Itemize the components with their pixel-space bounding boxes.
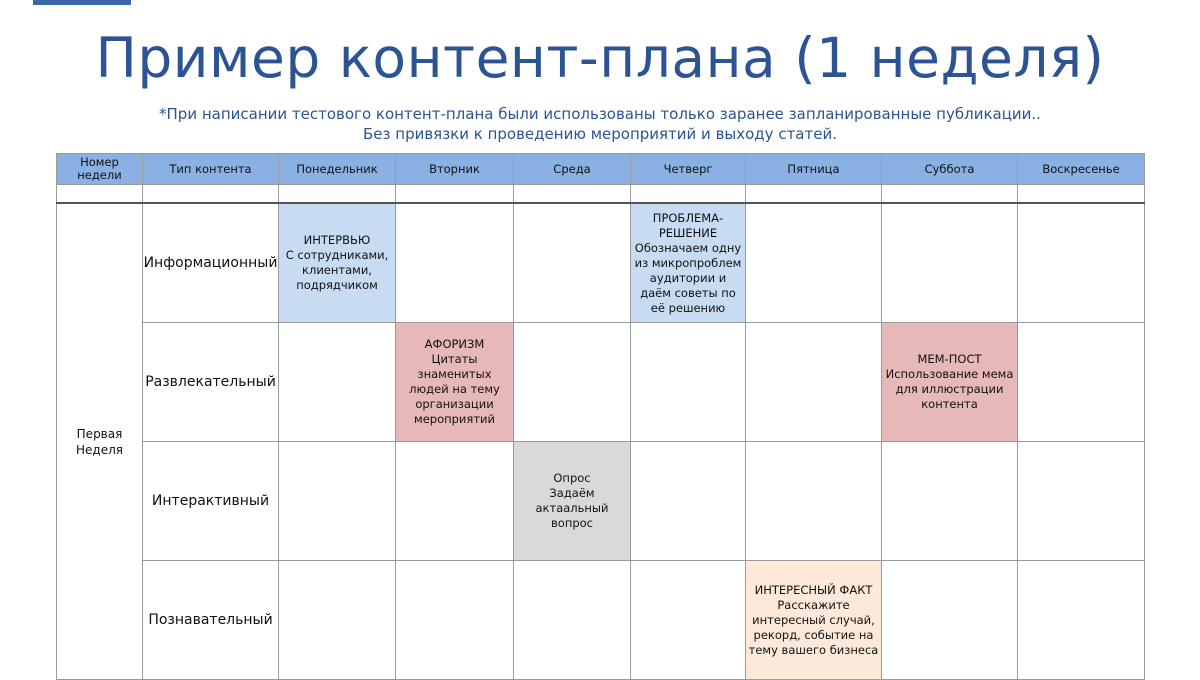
week-cell xyxy=(57,203,143,680)
content-type-entertainment: Развлекательный xyxy=(143,323,279,442)
cell-empty xyxy=(1018,442,1145,561)
cell-text: Использование мема xyxy=(885,367,1014,381)
cell-empty xyxy=(279,323,396,442)
header-type: Тип контента xyxy=(143,154,279,185)
cell-empty xyxy=(1018,323,1145,442)
cell-title: ПРОБЛЕМА- xyxy=(652,210,724,225)
cell-text: для иллюстрации xyxy=(895,382,1004,396)
table-row xyxy=(57,203,1145,323)
cell-text: мероприятий xyxy=(414,412,495,426)
cell-wednesday-poll xyxy=(514,442,631,561)
cell-text: контента xyxy=(921,397,978,411)
cell-text: тему вашего бизнеса xyxy=(748,642,879,657)
subtitle-line-2: Без привязки к проведению мероприятий и выходу статей. xyxy=(363,125,837,143)
cell-empty xyxy=(1018,561,1145,680)
header-friday: Пятница xyxy=(746,154,882,185)
page-subtitle xyxy=(0,104,1200,144)
page-title: Пример контент-плана (1 неделя) xyxy=(95,26,1105,90)
content-type-interactive: Интерактивный xyxy=(143,442,279,561)
cell-tuesday-aphorism xyxy=(396,323,514,442)
header-saturday: Суббота xyxy=(882,154,1018,185)
cell-empty xyxy=(279,442,396,561)
content-type-informational: Информационный xyxy=(143,203,279,323)
cell-empty xyxy=(396,442,514,561)
cell-text: интересный случай, xyxy=(752,612,875,627)
cell-empty xyxy=(882,203,1018,323)
cell-text: её решению xyxy=(650,300,726,315)
cell-text: вопрос xyxy=(551,516,593,530)
cell-title: РЕШЕНИЕ xyxy=(658,225,718,240)
cell-text: клиентами, xyxy=(302,263,372,277)
cell-empty xyxy=(631,323,746,442)
table-row xyxy=(57,561,1145,680)
cell-text: из микропроблем xyxy=(634,255,742,270)
cell-thursday-problem-solution xyxy=(631,203,746,323)
cell-monday-interview xyxy=(279,203,396,323)
cell-text: людей на тему xyxy=(409,382,500,396)
spacer-row xyxy=(57,185,1145,204)
cell-empty xyxy=(631,442,746,561)
subtitle-line-1: *При написании тестового контент-плана были использованы только заранее запланированные публикации.. xyxy=(159,105,1041,123)
cell-title: ИНТЕРЕСНЫЙ ФАКТ xyxy=(754,582,873,597)
header-row xyxy=(57,154,1145,185)
cell-empty xyxy=(746,442,882,561)
cell-text: Цитаты знаменитых xyxy=(417,352,492,381)
cell-empty xyxy=(631,561,746,680)
cell-text: аудитории и xyxy=(649,270,727,285)
cell-text: Задаём xyxy=(549,486,595,500)
cell-empty xyxy=(746,323,882,442)
cell-title: МЕМ-ПОСТ xyxy=(917,352,982,366)
table-row xyxy=(57,323,1145,442)
cell-saturday-meme-post xyxy=(882,323,1018,442)
cell-empty xyxy=(882,442,1018,561)
cell-empty xyxy=(1018,203,1145,323)
header-week-line-1: Номер xyxy=(80,155,119,169)
content-plan-table xyxy=(56,153,1145,680)
cell-empty xyxy=(514,561,631,680)
cell-empty xyxy=(746,203,882,323)
cell-title: АФОРИЗМ xyxy=(424,337,485,351)
cell-empty xyxy=(514,203,631,323)
cell-title: ИНТЕРВЬЮ xyxy=(303,233,371,247)
header-tuesday: Вторник xyxy=(396,154,514,185)
cell-text: организации xyxy=(415,397,494,411)
cell-text: рекорд, событие на xyxy=(753,627,874,642)
top-accent-bar xyxy=(33,0,131,5)
week-label-line-1: Первая xyxy=(76,426,123,441)
cell-friday-interesting-fact xyxy=(746,561,882,680)
header-week-line-2: недели xyxy=(77,168,122,182)
cell-text: С сотрудниками, xyxy=(285,248,389,262)
header-thursday: Четверг xyxy=(631,154,746,185)
cell-text: даём советы по xyxy=(640,285,736,300)
cell-empty xyxy=(396,203,514,323)
cell-text: актаальный xyxy=(535,501,609,515)
week-label-line-2: Неделя xyxy=(76,442,123,457)
cell-empty xyxy=(396,561,514,680)
cell-empty xyxy=(514,323,631,442)
header-week xyxy=(57,154,143,185)
cell-text: Расскажите xyxy=(777,597,850,612)
header-monday: Понедельник xyxy=(279,154,396,185)
content-type-educational: Познавательный xyxy=(143,561,279,680)
table-row xyxy=(57,442,1145,561)
cell-text: подрядчиком xyxy=(296,278,378,292)
cell-text: Обозначаем одну xyxy=(634,240,742,255)
cell-empty xyxy=(882,561,1018,680)
cell-title: Опрос xyxy=(553,471,591,485)
header-sunday: Воскресенье xyxy=(1018,154,1145,185)
cell-empty xyxy=(279,561,396,680)
header-wednesday: Среда xyxy=(514,154,631,185)
